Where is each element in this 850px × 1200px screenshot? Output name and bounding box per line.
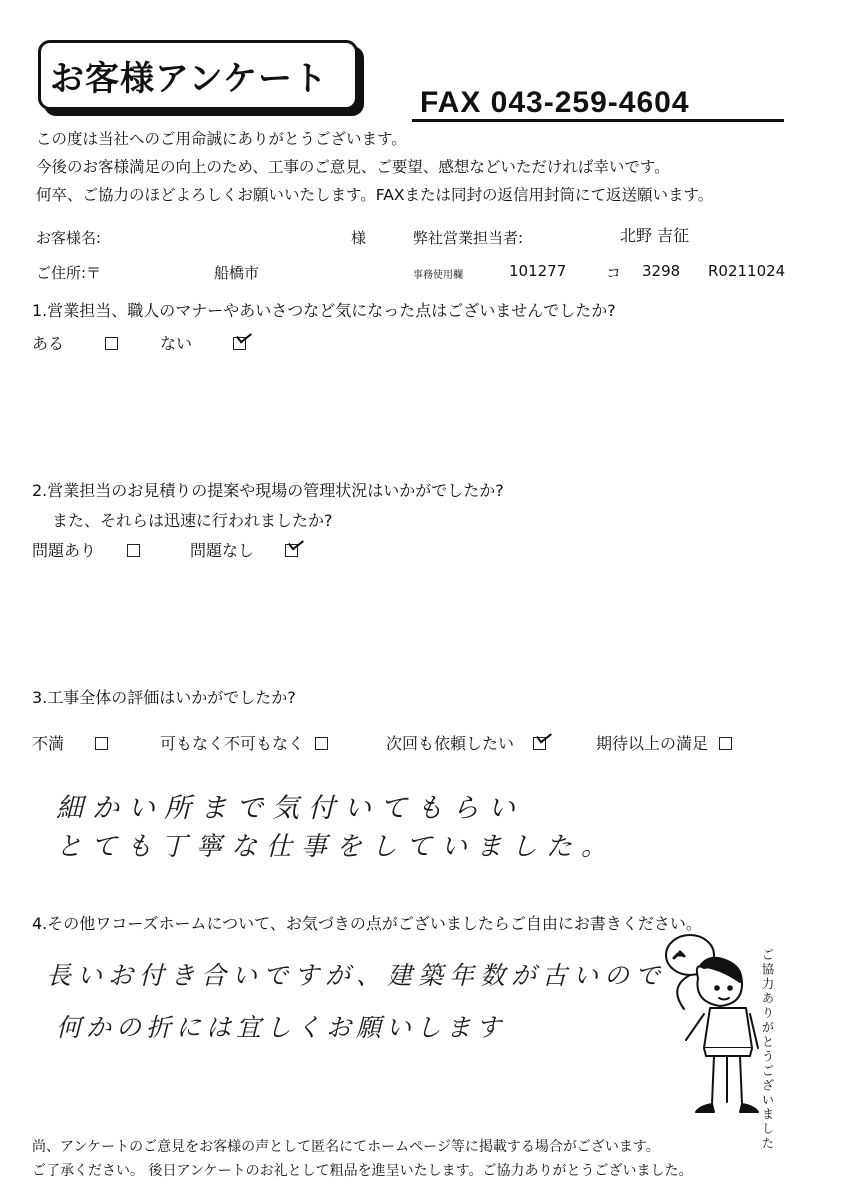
intro-line-3: 何卒、ご協力のほどよろしくお願いいたします。FAXまたは同封の返信用封筒にて返送願います。 <box>36 186 714 204</box>
intro-line-1: この度は当社へのご用命誠にありがとうございます。 <box>36 130 407 148</box>
office-code-mark: コ <box>606 264 622 282</box>
q3-option-1-checkbox[interactable] <box>95 737 108 750</box>
q3-option-3-label: 次回も依頼したい <box>386 734 515 753</box>
q2-option-none <box>190 538 298 561</box>
q3-option-2-label: 可もなく不可もなく <box>160 734 305 753</box>
q3-handwritten-answer-2: とても丁寧な仕事をしていました。 <box>56 832 617 862</box>
staff-name: 北野 吉征 <box>620 226 690 245</box>
q3-option-4-label: 期待以上の満足 <box>596 734 709 753</box>
q2-none-checkbox[interactable] <box>285 544 298 557</box>
footer-line-1: 尚、アンケートのご意見をお客様の声として匿名にてホームページ等に掲載する場合がございます。 <box>32 1139 660 1155</box>
question-1: 1.営業担当、職人のマナーやあいさつなど気になった点はございませんでしたか? <box>32 301 616 320</box>
q2-option-issue <box>32 538 140 561</box>
question-4: 4.その他ワコーズホームについて、お気づきの点がございましたらご自由にお書きください。 <box>32 914 702 933</box>
question-2-line-2: また、それらは迅速に行われましたか? <box>52 511 333 530</box>
office-code-2: 3298 <box>642 262 681 280</box>
q1-option-yes-label: ある <box>32 334 65 353</box>
fax-number: FAX 043-259-4604 <box>420 86 690 119</box>
q1-option-no-label: ない <box>160 334 193 353</box>
survey-title: お客様アンケート <box>50 59 328 99</box>
intro-line-2: 今後のお客様満足の向上のため、工事のご意見、ご要望、感想などいただければ幸いです。 <box>36 158 670 176</box>
q1-option-no <box>160 331 246 354</box>
city-value: 船橋市 <box>214 264 260 282</box>
customer-name-label: お客様名: <box>36 229 102 247</box>
q3-option-3-checkbox[interactable] <box>533 737 546 750</box>
q3-option-2-checkbox[interactable] <box>315 737 328 750</box>
q3-option-4 <box>596 731 732 754</box>
q3-option-2 <box>160 731 328 754</box>
q3-option-1-label: 不満 <box>32 734 65 753</box>
question-2-line-1: 2.営業担当のお見積りの提案や現場の管理状況はいかがでしたか? <box>32 481 504 500</box>
mascot-bowing-figure-icon <box>646 930 762 1130</box>
q1-no-checkbox[interactable] <box>233 337 246 350</box>
office-code-1: 101277 <box>509 262 567 280</box>
office-code-3: R0211024 <box>708 262 786 280</box>
footer-line-2: ご了承ください。 後日アンケートのお礼として粗品を進呈いたします。ご協力ありがとうございました。 <box>32 1163 693 1179</box>
fax-underline <box>412 119 784 122</box>
q3-option-3 <box>386 731 546 754</box>
q2-option-issue-label: 問題あり <box>32 541 97 560</box>
office-use-label: 事務使用欄 <box>413 270 463 281</box>
q4-handwritten-answer-1: 長いお付き合いですが、建築年数が古いので <box>46 961 667 990</box>
q1-option-yes <box>32 331 118 354</box>
q2-option-none-label: 問題なし <box>190 541 255 560</box>
staff-label: 弊社営業担当者: <box>413 229 524 247</box>
q2-issue-checkbox[interactable] <box>127 544 140 557</box>
q1-yes-checkbox[interactable] <box>105 337 118 350</box>
q4-handwritten-answer-2: 何かの折には宜しくお願いします <box>56 1013 507 1042</box>
sama-label: 様 <box>351 229 367 247</box>
q3-option-1 <box>32 731 108 754</box>
question-3: 3.工事全体の評価はいかがでしたか? <box>32 688 296 707</box>
q3-handwritten-answer-1: 細かい所まで気付いてもらい <box>56 793 524 824</box>
vertical-thanks-text: ご協力ありがとうございました <box>760 948 775 1151</box>
q3-option-4-checkbox[interactable] <box>719 737 732 750</box>
address-label: ご住所:〒 <box>36 264 102 282</box>
